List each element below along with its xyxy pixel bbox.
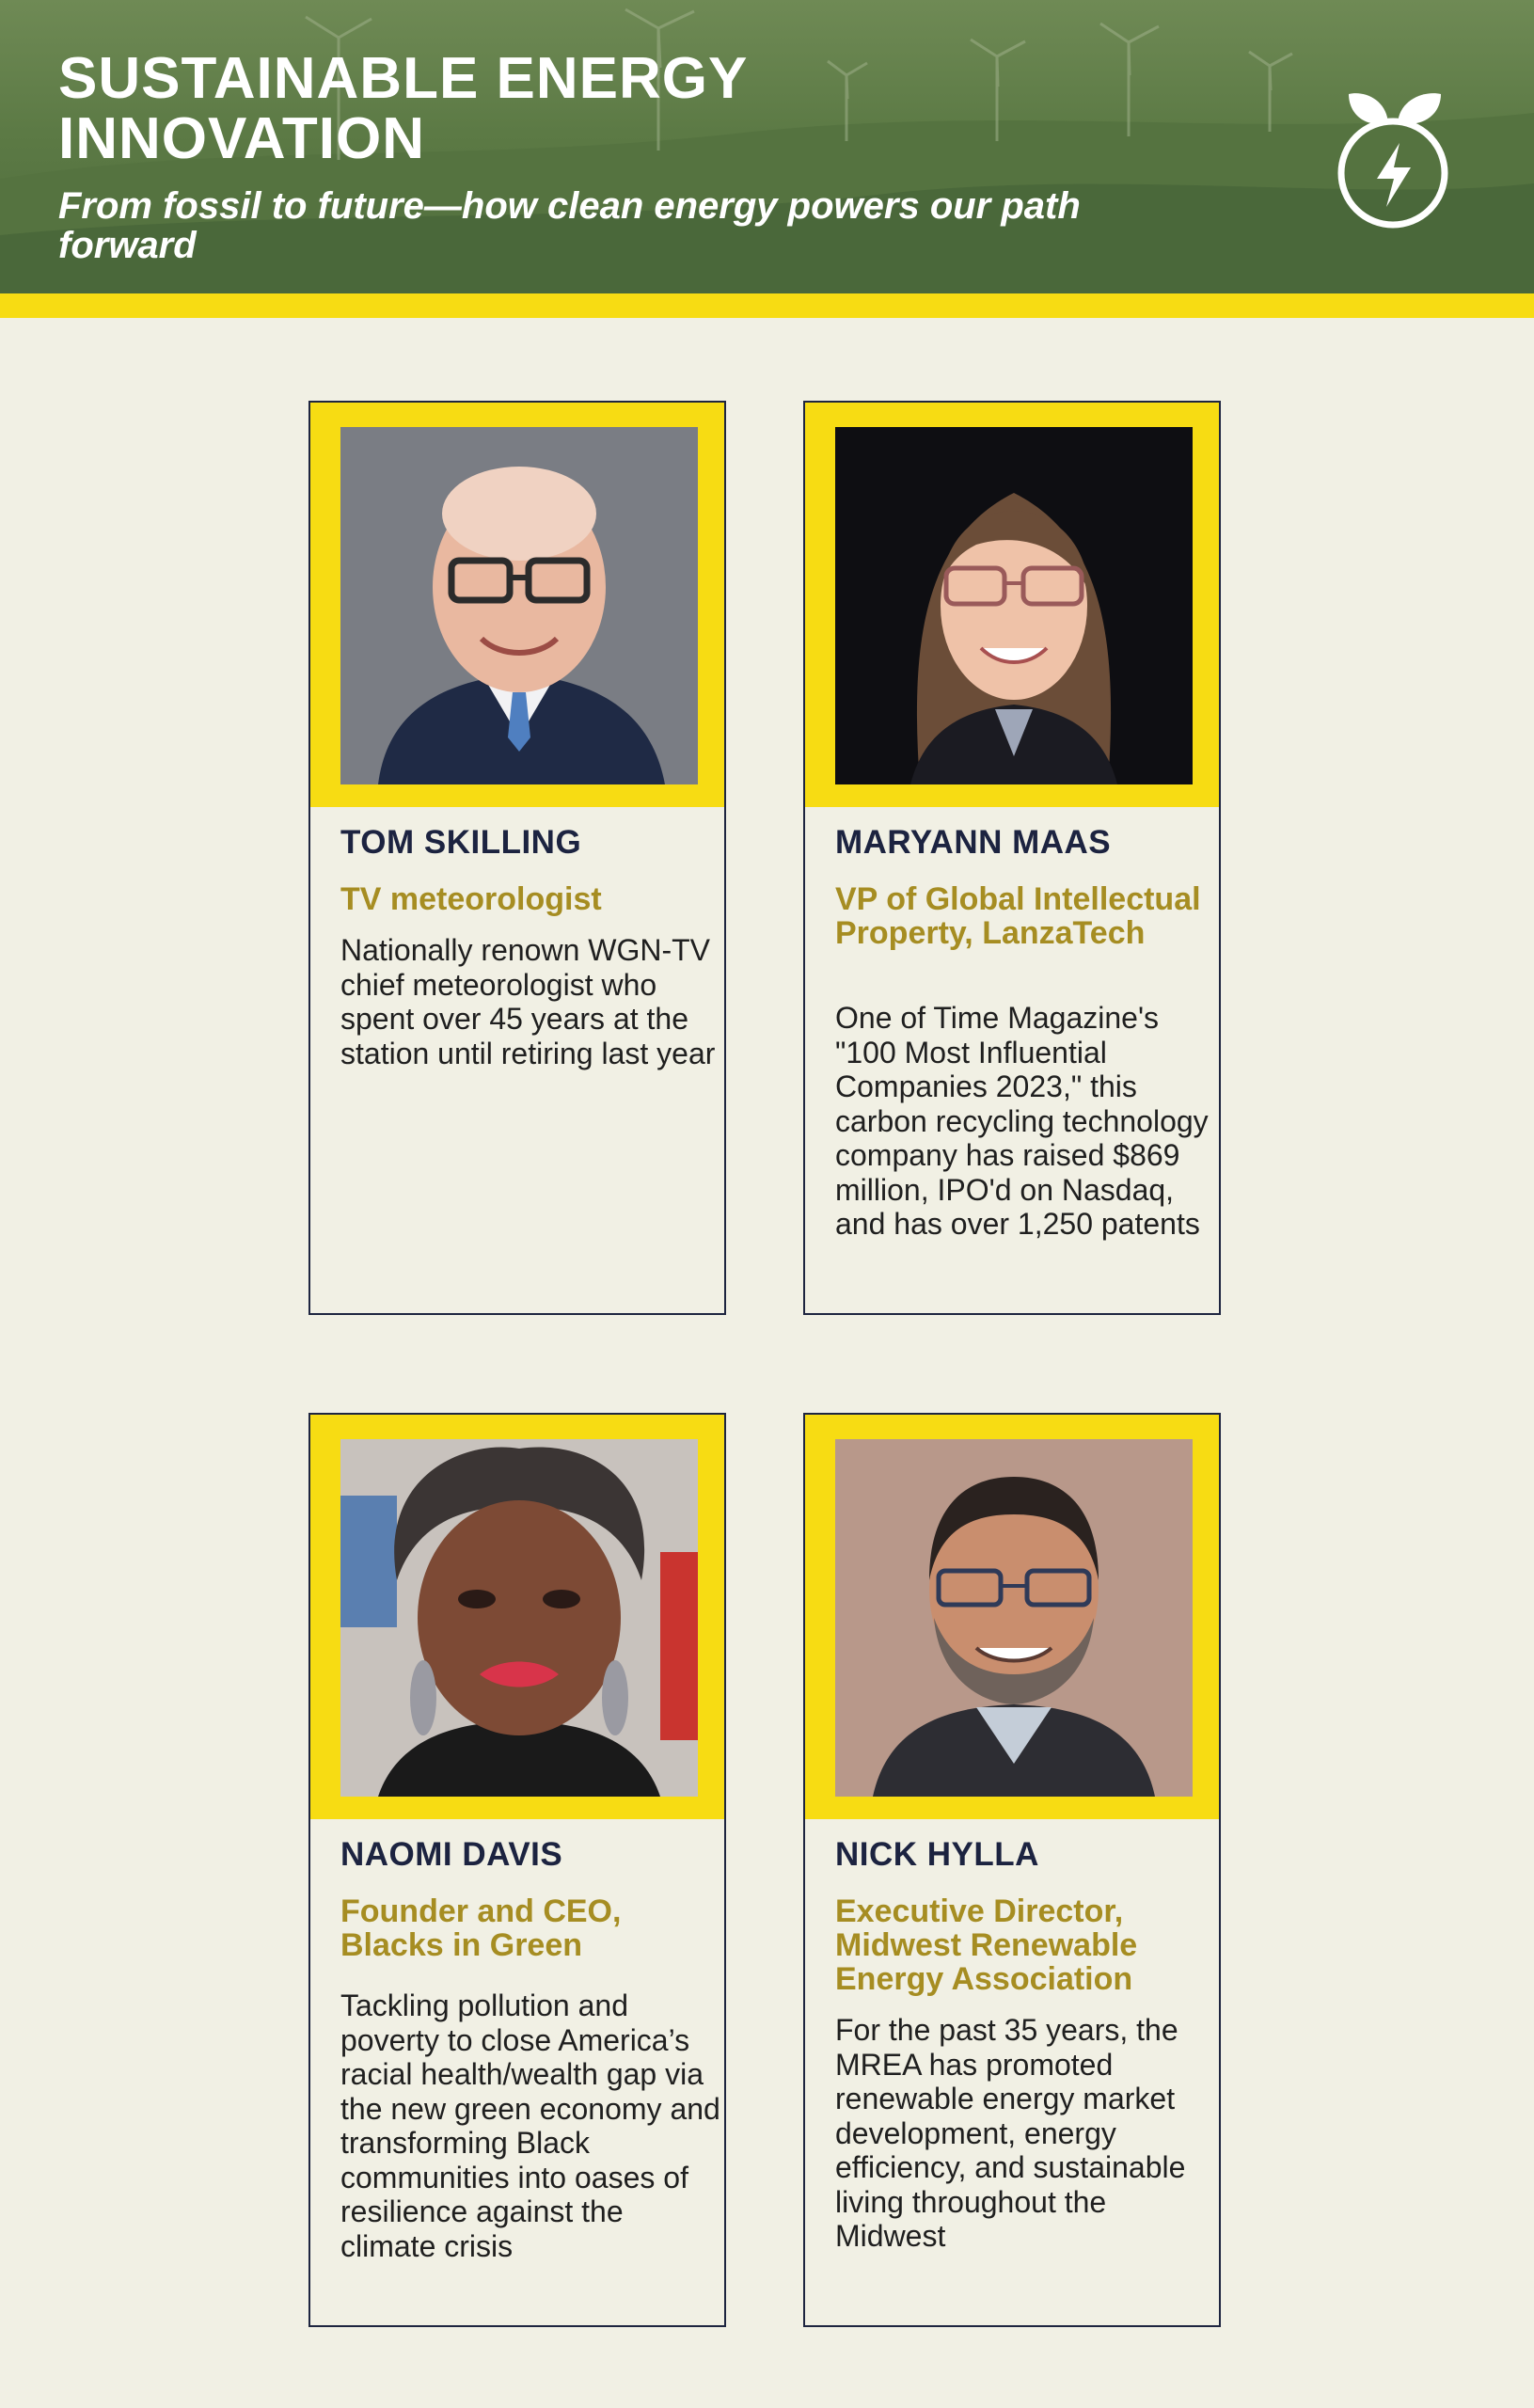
photo-frame: [310, 1415, 724, 1819]
page-subtitle: From fossil to future—how clean energy powers our path forward: [58, 185, 1081, 266]
speaker-photo: [835, 427, 1193, 784]
photo-frame: [805, 1415, 1219, 1819]
header-banner: [0, 0, 1534, 293]
photo-frame: [310, 403, 724, 807]
speaker-bio: For the past 35 years, the MREA has promoted renewable energy market development, energy efficiency, and sustainable living throughout the Midwest: [835, 2013, 1186, 2253]
speaker-role: VP of Global Intellectual Property, LanzaTech: [835, 881, 1201, 951]
speaker-card: [308, 1413, 726, 2327]
speaker-role: TV meteorologist: [340, 881, 602, 917]
accent-stripe: [0, 293, 1534, 318]
leaf-lightning-icon: [1313, 81, 1473, 241]
speaker-card: [308, 401, 726, 1315]
speaker-bio: Tackling pollution and poverty to close America’s racial health/wealth gap via the new green economy and transforming Black communities into oases of resilience against the climate crisis: [340, 1988, 720, 2263]
photo-frame: [805, 403, 1219, 807]
speaker-role: Executive Director, Midwest Renewable Energy Association: [835, 1893, 1138, 1997]
speaker-card: [803, 401, 1221, 1315]
speaker-bio: Nationally renown WGN-TV chief meteorologist who spent over 45 years at the station until retiring last year: [340, 933, 716, 1070]
speaker-name: TOM SKILLING: [340, 824, 582, 861]
page-title: SUSTAINABLE ENERGY INNOVATION: [58, 46, 748, 171]
speaker-bio: One of Time Magazine's "100 Most Influential Companies 2023," this carbon recycling technology company has raised $869 million, IPO'd on Nasdaq, and has over 1,250 patents: [835, 1001, 1209, 1241]
speaker-photo: [835, 1439, 1193, 1797]
speaker-photo: [340, 427, 698, 784]
speaker-name: MARYANN MAAS: [835, 824, 1112, 861]
speaker-card: [803, 1413, 1221, 2327]
speaker-name: NAOMI DAVIS: [340, 1836, 563, 1873]
speaker-photo: [340, 1439, 698, 1797]
speaker-name: NICK HYLLA: [835, 1836, 1039, 1873]
speaker-role: Founder and CEO, Blacks in Green: [340, 1893, 622, 1963]
